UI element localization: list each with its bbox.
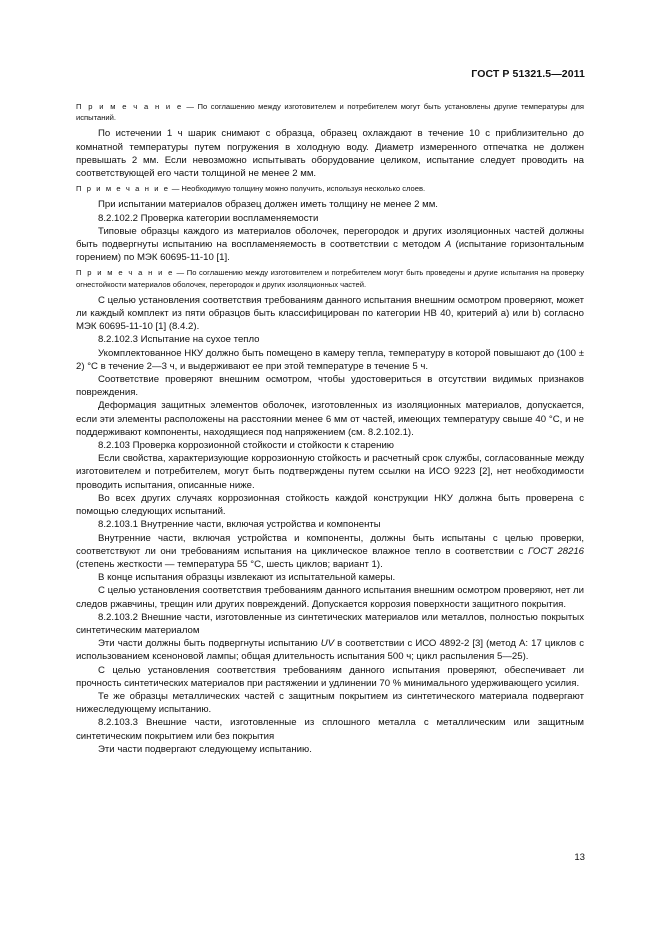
- paragraph: С целью установления соответствия требованиям данного испытания внешним осмотром проверяют, нет ли следов ржавчины, трещин или других повреждений. Допускается коррозия поверхности защитного покрытия.: [76, 585, 584, 610]
- section-heading: 8.2.103 Проверка коррозионной стойкости и стойкости к старению: [98, 440, 394, 452]
- note-paragraph: [76, 183, 584, 194]
- note-text: — Необходимую толщину можно получить, используя несколько слоев.: [169, 184, 426, 194]
- text-run: (испытание горизонтальным горением) по МЭК 60695-11-10 [1].: [76, 239, 584, 264]
- note-paragraph: [76, 101, 584, 123]
- text-run: Типовые образцы каждого из материалов оболочек, перегородок и других изоляционных частей должны быть подвергнуты испытанию на воспламеняемость в соответствии с методом: [76, 225, 584, 251]
- paragraph: Если свойства, характеризующие коррозионную стойкость и расчетный срок службы, согласованные между изготовителем и потребителем, могут быть подтверждены путем ссылки на ИСО 9223 [2], нет необходимости проводить испытания, описанные ниже.: [76, 453, 584, 491]
- paragraph: [76, 637, 584, 663]
- paragraph: Те же образцы металлических частей с защитным покрытием из синтетического материала подвергают нижеследующему испытанию.: [76, 690, 584, 716]
- note-text: — По соглашению между изготовителем и потребителем могут быть установлены другие температуры для испытаний.: [76, 102, 584, 123]
- document-body: [76, 98, 584, 756]
- note-label: П р и м е ч а н и е: [76, 102, 183, 111]
- section-heading: 8.2.103.3 Внешние части, изготовленные из сплошного металла с металлическим или защитным синтетическим покрытием или без покрытия: [76, 717, 584, 742]
- section-heading: 8.2.102.2 Проверка категории воспламеняемости: [98, 212, 319, 224]
- paragraph: При испытании материалов образец должен иметь толщину не менее 2 мм.: [98, 199, 438, 211]
- text-run: (степень жесткости — температура 55 °С, шесть циклов; вариант 1).: [76, 558, 383, 570]
- section-heading: 8.2.103.2 Внешние части, изготовленные из синтетических материалов или металлов, полностью покрытых синтетическим материалом: [76, 611, 584, 636]
- document-code-header: ГОСТ Р 51321.5—2011: [471, 68, 585, 80]
- section-heading: 8.2.103.1 Внутренние части, включая устройства и компоненты: [98, 519, 381, 531]
- paragraph: С целью установления соответствия требованиям данного испытания внешним осмотром проверяют, может ли каждый комплект из пяти образцов быть классифицирован по категории НВ 40, критерий а) или b) согласно МЭК 60695-11-10 [1] (8.4.2).: [76, 294, 584, 333]
- note-label: П р и м е ч а н и е: [76, 268, 174, 278]
- note-paragraph: [76, 267, 584, 289]
- note-label: П р и м е ч а н и е: [76, 184, 170, 194]
- paragraph: В конце испытания образцы извлекают из испытательной камеры.: [98, 572, 396, 584]
- text-run: Внутренние части, включая устройства и компоненты, должны быть испытаны с целью проверки, соответствуют ли они требованиям испытания на циклическое влажное тепло в соответствии с: [76, 532, 584, 557]
- paragraph: По истечении 1 ч шарик снимают с образца, образец охлаждают в течение 10 с приблизительно до комнатной температуры путем погружения в холодную воду. Диаметр измеренного отпечатка не должен превышать 2 мм. Если невозможно испытывать оборудование целиком, испытание следует проводить на соответствующей его части толщиной не менее 2 мм.: [76, 128, 584, 180]
- paragraph: Деформация защитных элементов оболочек, изготовленных из изоляционных материалов, допускается, если эти элементы расположены на расстоянии менее 6 мм от частей, имеющих температуру свыше 40 °С, и не поддерживают компоненты, находящиеся под напряжением (см. 8.2.102.1).: [76, 400, 584, 438]
- section-heading: 8.2.102.3 Испытание на сухое тепло: [98, 334, 260, 346]
- italic-run: UV: [320, 638, 335, 650]
- note-text: — По соглашению между изготовителем и потребителем могут быть проведены и другие испытания на проверку огнестойкости материалов оболочек, перегородок и других изоляционных частей.: [76, 268, 584, 289]
- text-run: Эти части должны быть подвергнуты испытанию: [98, 638, 321, 650]
- paragraph: Эти части подвергают следующему испытанию.: [98, 743, 312, 755]
- paragraph: Укомплектованное НКУ должно быть помещено в камеру тепла, температуру в которой повышают до (100 ± 2) °С в течение 2—3 ч, и выдерживают ее при этой температуре в течение 5 ч.: [76, 347, 584, 372]
- paragraph: [76, 225, 584, 265]
- paragraph: Соответствие проверяют внешним осмотром, чтобы удостовериться в отсутствии видимых признаков повреждения.: [76, 374, 584, 399]
- standard-reference-link: ГОСТ 28216: [527, 545, 584, 557]
- paragraph: Во всех других случаях коррозионная стойкость каждой конструкции НКУ должна быть проверена с помощью следующих испытаний.: [76, 492, 584, 518]
- paragraph: С целью установления соответствия требованиям данного испытания проверяют, обеспечивает ли прочность синтетических материалов при растяжении и удлинении 70 % минимального удерживающего усилия.: [76, 664, 584, 689]
- page-number: 13: [574, 852, 585, 863]
- text-run: в соответствии с ИСО 4892-2 [3] (метод А: 17 циклов с использованием ксеноновой лампы; общая длительность испытания 500 ч; цикл распыления 5—25).: [76, 638, 585, 663]
- paragraph: [76, 532, 584, 572]
- italic-run: A: [444, 239, 452, 251]
